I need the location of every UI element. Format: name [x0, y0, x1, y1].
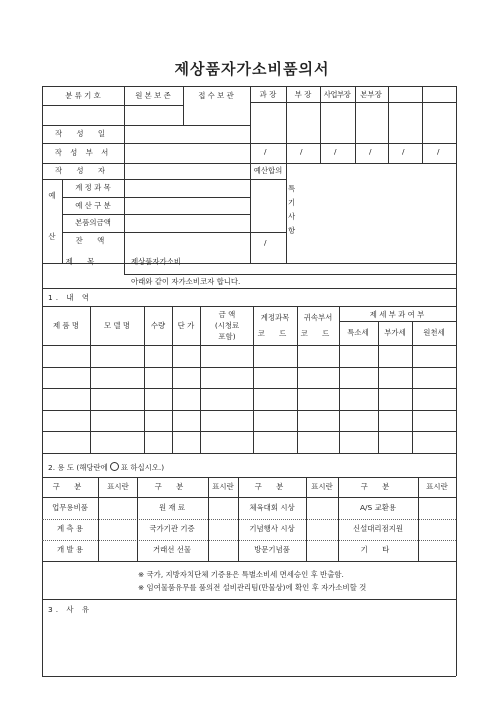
- circle-mark-icon: [110, 462, 119, 471]
- col-product: 제 품 명: [52, 321, 80, 330]
- col-amount-sub1: (시청료: [214, 321, 240, 330]
- usage-item: 기념행사 시상: [249, 524, 295, 533]
- col-tax-vat: 부가세: [384, 328, 406, 337]
- usage-item: 계 측 용: [56, 524, 84, 533]
- special-char-3: 항: [288, 226, 296, 235]
- details-section-title: 1. 내 역: [48, 293, 93, 302]
- budget-item-3: 잔 액: [75, 236, 111, 245]
- approval-slash-4: /: [402, 147, 405, 156]
- usage-col-label-1: 구 분: [154, 482, 190, 491]
- usage-section-title: 2. 용 도 (해당란에 표 하십시오.): [48, 463, 165, 472]
- usage-item: A/S 교환용: [359, 503, 397, 512]
- date-label: 작 성 일: [54, 129, 112, 138]
- approval-slash-0: /: [264, 147, 267, 156]
- approval-col-3: 본부장: [360, 90, 382, 99]
- author-label: 작 성 자: [54, 166, 112, 175]
- col-tax-header: 제 세 부 과 여 부: [369, 310, 425, 319]
- usage-item: 체육대회 시상: [249, 503, 295, 512]
- usage-item: 원 재 료: [158, 503, 186, 512]
- col-qty: 수량: [150, 321, 166, 330]
- classification-label: 분 류 기 호: [65, 91, 101, 100]
- usage-item: 국가기관 기증: [149, 524, 195, 533]
- special-char-1: 기: [288, 198, 296, 207]
- usage-mark-label-2: 표시란: [311, 482, 333, 491]
- usage-col-label-3: 구 분: [360, 482, 396, 491]
- budget-slash: /: [264, 238, 267, 247]
- reason-section-title: 3. 사 유: [48, 605, 93, 614]
- budget-side-label-bottom: 산: [48, 232, 56, 241]
- approval-slash-5: /: [437, 147, 440, 156]
- budget-item-0: 계 정 과 목: [75, 183, 111, 192]
- budget-side-label-top: 예: [48, 191, 56, 200]
- usage-mark-label-3: 표시란: [426, 482, 448, 491]
- usage-item: 기 타: [360, 545, 396, 554]
- usage-col-label-2: 구 분: [254, 482, 290, 491]
- approval-col-0: 과 장: [259, 90, 277, 99]
- original-keep-label: 원 본 보 존: [135, 91, 171, 100]
- approval-slash-3: /: [369, 147, 372, 156]
- approval-col-1: 부 장: [294, 90, 312, 99]
- col-dept-code: 코 드: [300, 329, 336, 338]
- col-dept: 귀속부서: [303, 313, 333, 322]
- approval-col-2: 사업부장: [323, 90, 351, 99]
- usage-mark-label-0: 표시란: [107, 482, 129, 491]
- col-account-code: 코 드: [257, 329, 293, 338]
- receipt-keep-label: 접 수 보 관: [198, 91, 234, 100]
- usage-mark-label-1: 표시란: [212, 482, 234, 491]
- usage-item: 방문기념품: [254, 545, 290, 554]
- usage-item: 개 발 용: [56, 545, 84, 554]
- dept-label: 작 성 부 서: [54, 148, 112, 157]
- col-account: 계정과목: [260, 313, 290, 322]
- approval-slash-2: /: [334, 147, 337, 156]
- page-title: 제상품자가소비품의서: [174, 60, 330, 78]
- subject-label: 제 목: [65, 257, 101, 266]
- usage-col-label-0: 구 분: [52, 482, 88, 491]
- budget-item-2: 본품의금액: [75, 218, 111, 227]
- subject-value: 제상품자가소비: [131, 257, 181, 266]
- special-char-0: 특: [288, 184, 296, 193]
- special-char-2: 사: [288, 212, 296, 221]
- col-unit-price: 단 가: [177, 321, 195, 330]
- usage-item: 신설대리점지원: [353, 524, 403, 533]
- usage-item: 업무용비품: [52, 503, 88, 512]
- col-amount: 금 액: [218, 310, 236, 319]
- budget-consult-label: 예산합의: [253, 166, 283, 175]
- approval-slash-1: /: [300, 147, 303, 156]
- usage-note-1: ※ 임여물품유무를 품의전 설비관리팀(만물상)에 확인 후 자가소비할 것: [138, 583, 367, 592]
- col-tax-withholding: 원천세: [423, 328, 445, 337]
- col-model: 모 델 명: [103, 321, 131, 330]
- intro-text: 아래와 같이 자가소비코자 합니다.: [131, 277, 241, 286]
- usage-item: 거래선 선물: [152, 545, 192, 554]
- usage-note-0: ※ 국가, 지방자치단체 기증용은 특별소비세 면세승인 후 반출함.: [138, 570, 344, 579]
- col-tax-special: 특소세: [347, 328, 369, 337]
- budget-item-1: 예 산 구 분: [75, 201, 111, 210]
- col-amount-sub2: 포함): [218, 332, 236, 341]
